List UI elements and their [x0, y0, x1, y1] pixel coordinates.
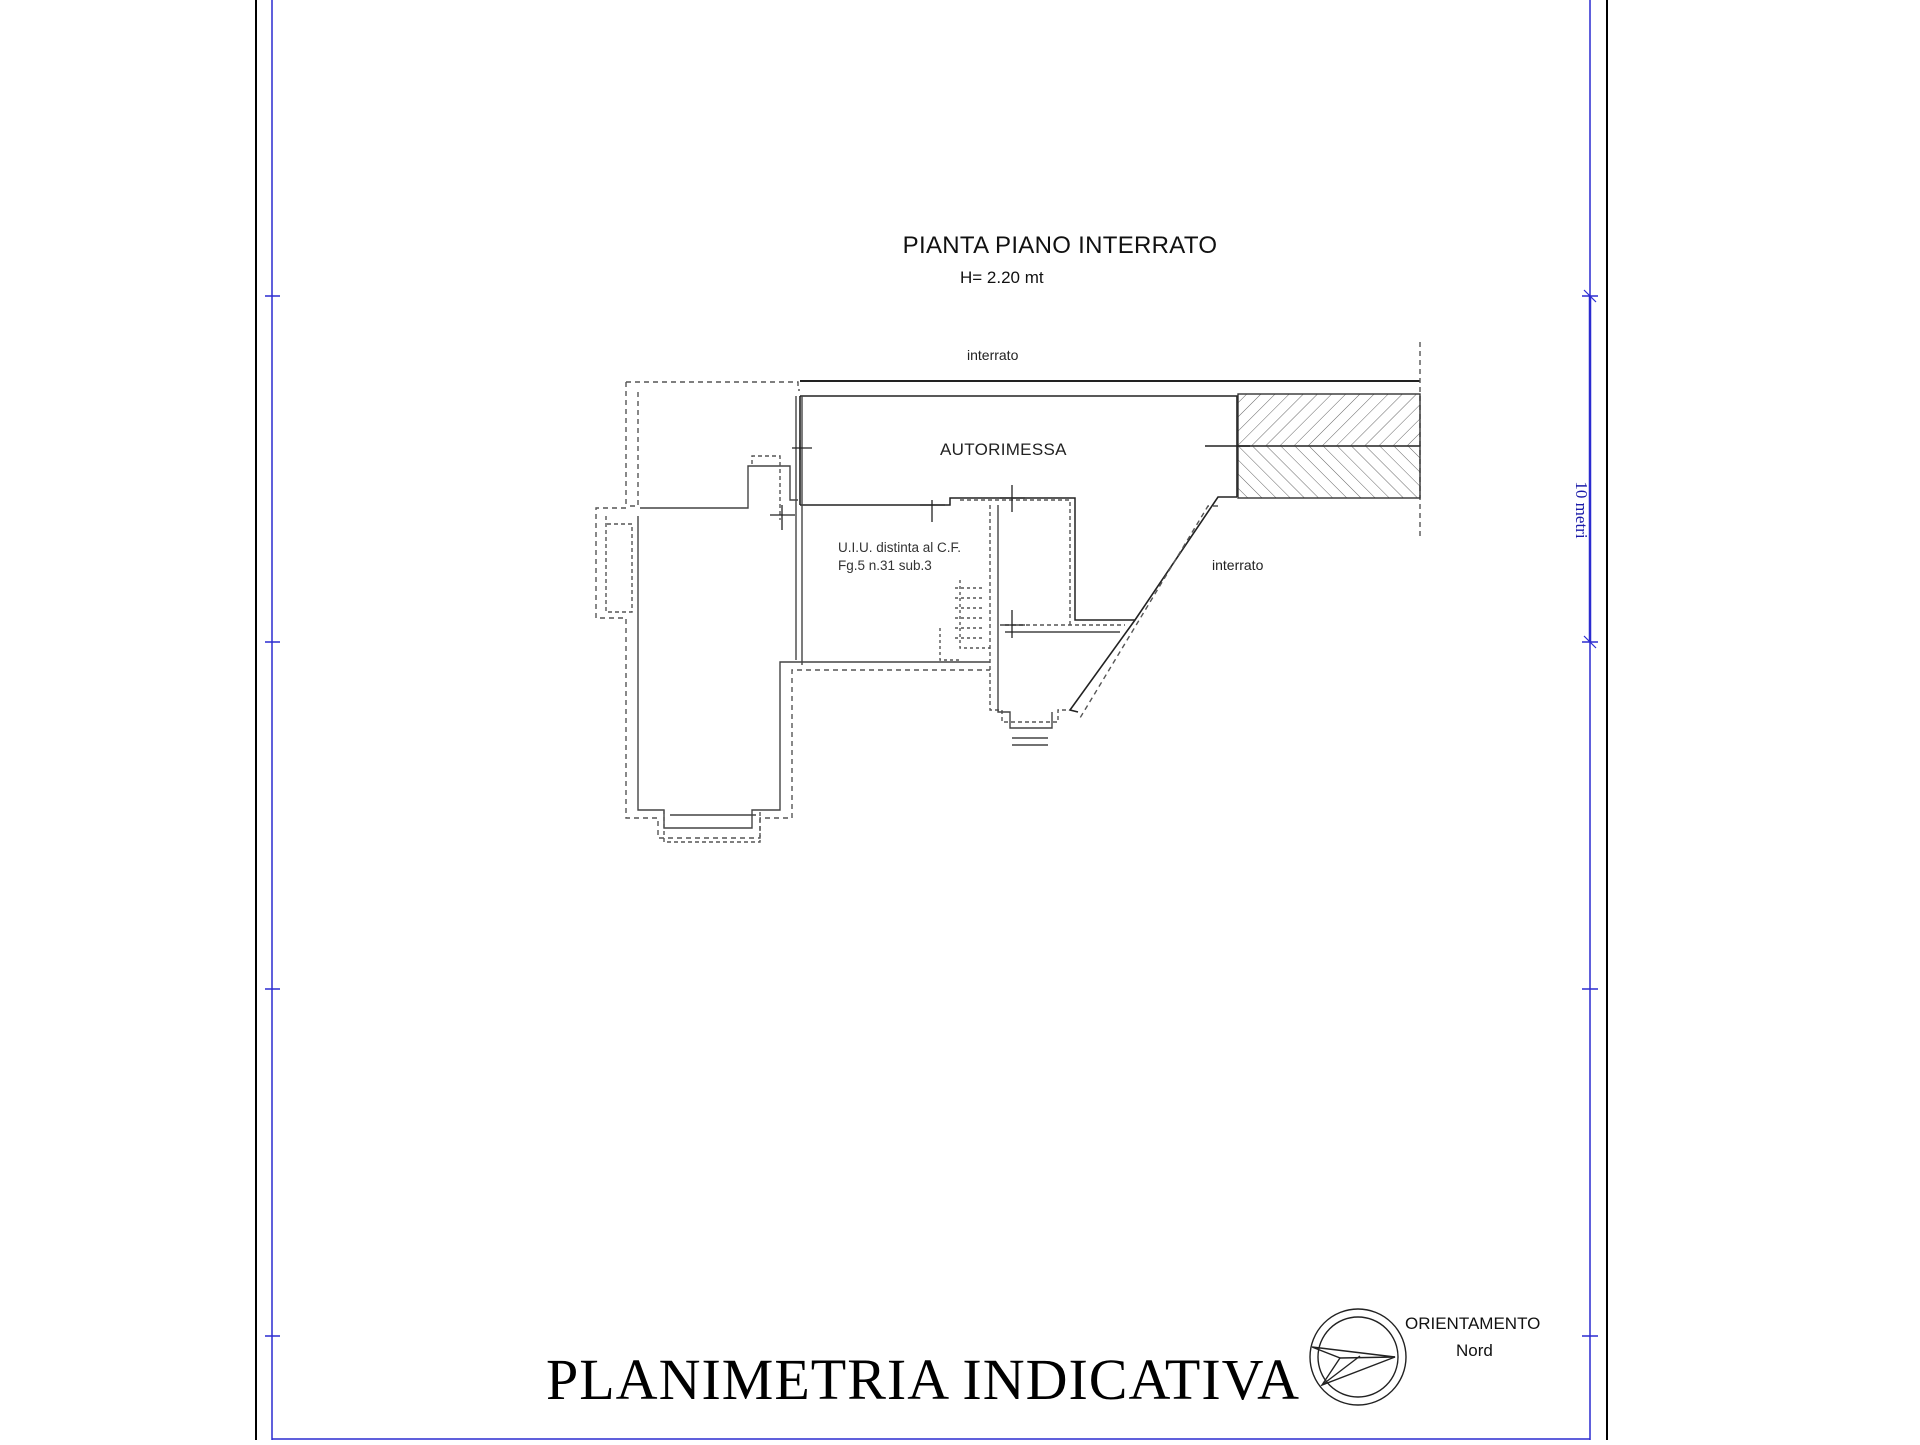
plan-title: PIANTA PIANO INTERRATO	[902, 232, 1218, 259]
footer-title: PLANIMETRIA INDICATIVA	[546, 1347, 1300, 1412]
orientation-subtitle: Nord	[1456, 1341, 1493, 1360]
orientation-title: ORIENTAMENTO	[1405, 1314, 1541, 1333]
floor-plan	[596, 342, 1420, 842]
autorimessa-label: AUTORIMESSA	[940, 440, 1067, 459]
interrato-top-label: interrato	[967, 347, 1019, 363]
uiu-label-line1: U.I.U. distinta al C.F.	[838, 540, 962, 555]
interrato-right-label: interrato	[1212, 557, 1264, 573]
scale-bar-label: 10 metri	[1572, 481, 1591, 539]
plan-height-label: H= 2.20 mt	[960, 268, 1044, 287]
scale-bar	[1582, 290, 1598, 648]
sheet-frame	[256, 0, 1607, 1440]
uiu-label-line2: Fg.5 n.31 sub.3	[838, 558, 932, 573]
compass-icon	[1310, 1309, 1406, 1405]
